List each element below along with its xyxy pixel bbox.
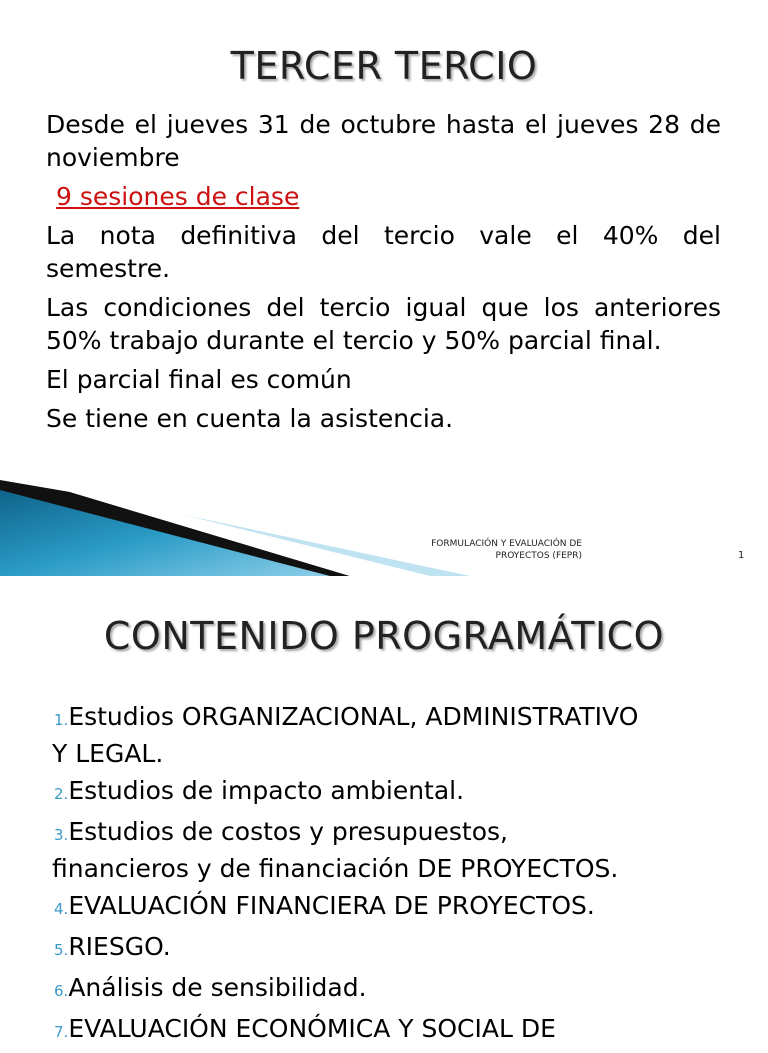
list-number: 7.: [54, 1023, 69, 1041]
paragraph-sessions: [46, 180, 721, 213]
list-item: [54, 815, 734, 885]
page-number: 1: [738, 550, 745, 561]
list-number: 2.: [54, 785, 69, 803]
slide-body: [46, 108, 721, 441]
list-item: [54, 700, 734, 770]
paragraph-grade-weight: La nota definitiva del tercio vale el 40% del semestre.: [46, 221, 721, 283]
paragraph-common-exam: El parcial final es común: [46, 365, 352, 394]
list-item: [54, 1012, 734, 1049]
footer-line-2: PROYECTOS (FEPR): [495, 551, 582, 561]
list-text: Estudios ORGANIZACIONAL, ADMINISTRATIVO: [68, 702, 639, 731]
list-item: [54, 930, 734, 967]
slide-footer: [360, 538, 582, 562]
list-number: 5.: [54, 941, 69, 959]
list-number: 6.: [54, 982, 69, 1000]
footer-line-1: FORMULACIÓN Y EVALUACIÓN DE: [431, 539, 582, 549]
paragraph-dates: Desde el jueves 31 de octubre hasta el jueves 28 de noviembre: [46, 110, 721, 172]
list-item: [54, 889, 734, 926]
sessions-highlight: 9 sesiones de clase: [56, 182, 300, 211]
list-text: Análisis de sensibilidad.: [68, 973, 367, 1002]
slide-title: CONTENIDO PROGRAMÁTICO: [103, 614, 665, 658]
slide-separator: [0, 576, 768, 588]
list-text: RIESGO.: [68, 932, 171, 961]
list-text: Estudios de impacto ambiental.: [68, 776, 465, 805]
list-text-continued: financieros y de financiación DE PROYECTOS.: [52, 854, 619, 883]
paragraph-conditions: Las condiciones del tercio igual que los anteriores 50% trabajo durante el tercio y 50% parcial final.: [46, 293, 721, 355]
list-text: EVALUACIÓN ECONÓMICA Y SOCIAL DE: [68, 1014, 556, 1043]
list-text: EVALUACIÓN FINANCIERA DE PROYECTOS.: [68, 891, 595, 920]
list-number: 3.: [54, 826, 69, 844]
list-text: Estudios de costos y presupuestos,: [68, 817, 508, 846]
paragraph-attendance: Se tiene en cuenta la asistencia.: [46, 404, 454, 433]
slide-title: TERCER TERCIO: [230, 44, 538, 88]
list-item: [54, 971, 734, 1008]
list-number: 1.: [54, 711, 69, 729]
list-item: [54, 774, 734, 811]
slide-contenido-programatico: [0, 588, 768, 1043]
list-text-continued: Y LEGAL.: [52, 739, 164, 768]
content-list: [54, 700, 734, 1053]
list-number: 4.: [54, 900, 69, 918]
